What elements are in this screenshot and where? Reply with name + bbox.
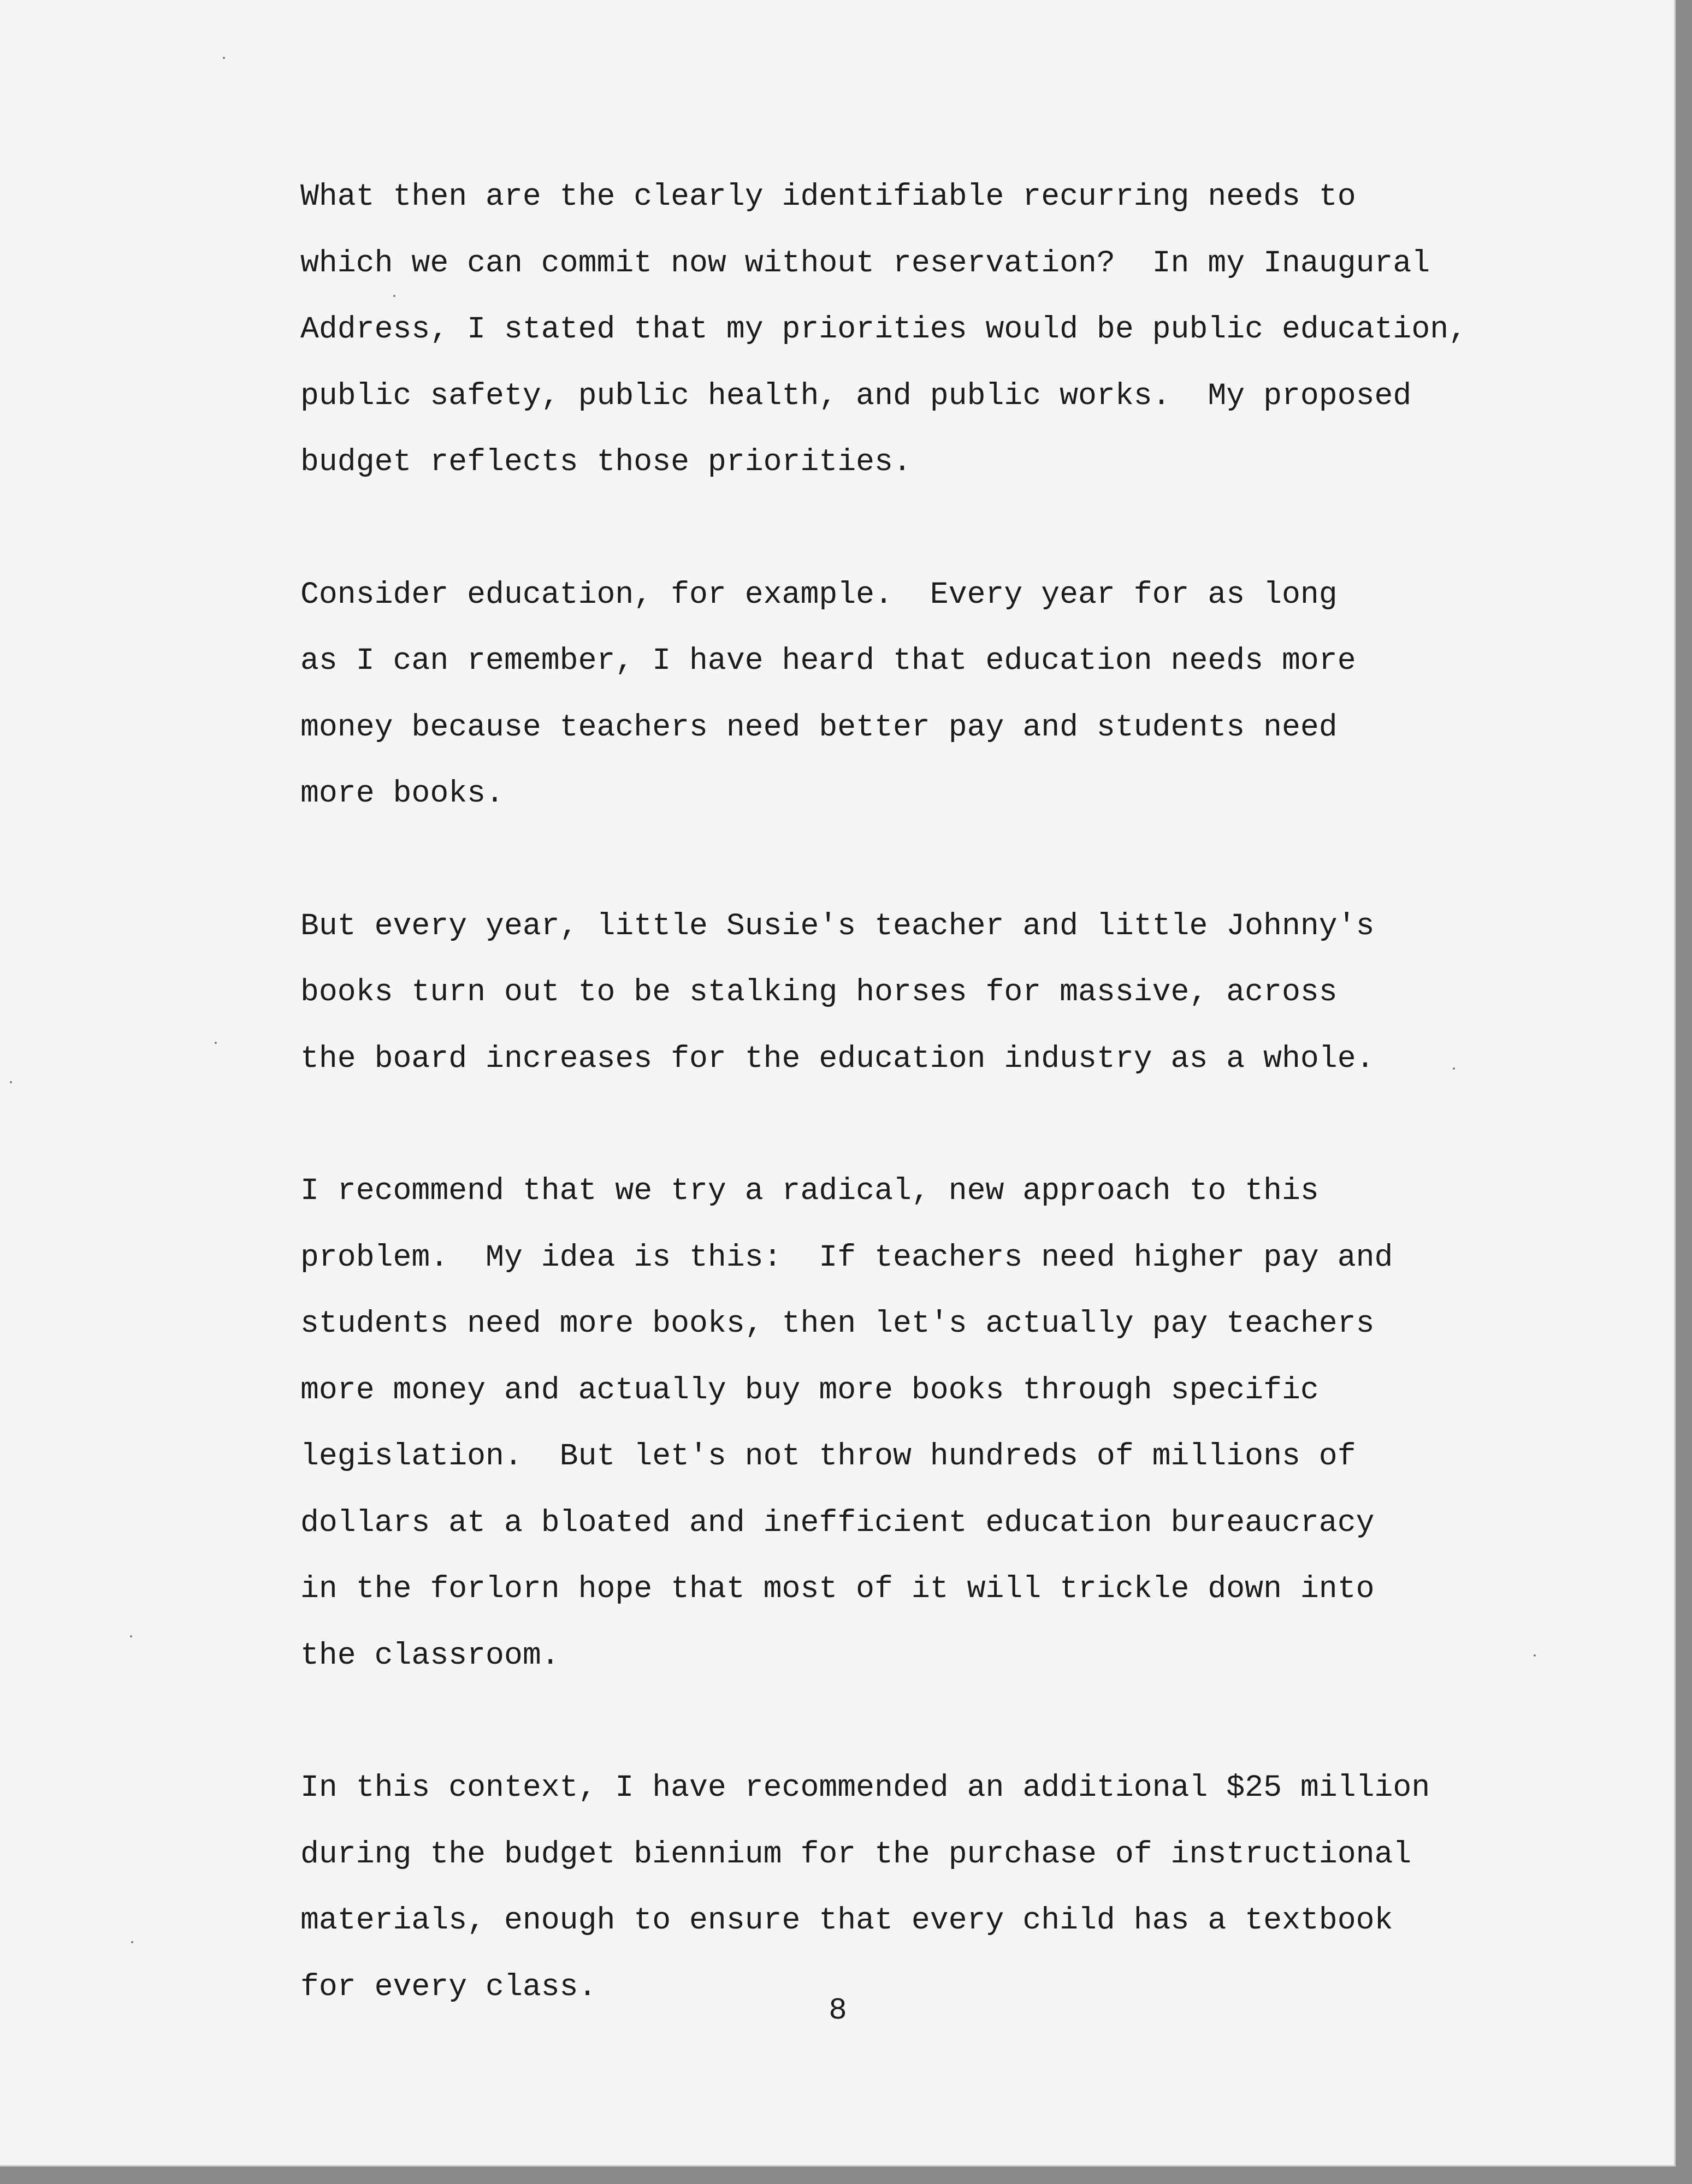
text-line: I recommend that we try a radical, new approach to this — [300, 1173, 1319, 1208]
text-line: in the forlorn hope that most of it will trickle down into — [300, 1571, 1375, 1606]
text-line: materials, enough to ensure that every child has a textbook — [300, 1903, 1393, 1938]
text-line: money because teachers need better pay and students need — [300, 709, 1338, 745]
page-number: 8 — [829, 1993, 847, 2028]
text-line: which we can commit now without reservation? In my Inaugural — [300, 245, 1430, 281]
paragraph-recurring-needs — [300, 164, 1600, 496]
text-line: the classroom. — [300, 1637, 560, 1673]
text-line: In this context, I have recommended an additional $25 million — [300, 1770, 1430, 1805]
text-line: for every class. — [300, 1969, 597, 2004]
text-line: problem. My idea is this: If teachers need higher pay and — [300, 1239, 1393, 1275]
scan-speck — [223, 57, 225, 59]
scan-speck — [215, 1042, 217, 1044]
text-line: What then are the clearly identifiable recurring needs to — [300, 179, 1356, 214]
scan-speck — [131, 1941, 133, 1943]
scan-speck — [130, 1635, 132, 1637]
text-line: the board increases for the education industry as a whole. — [300, 1041, 1375, 1076]
scan-speck — [10, 1081, 12, 1083]
paragraph-consider-education — [300, 562, 1600, 827]
text-line: public safety, public health, and public works. My proposed — [300, 378, 1412, 413]
text-line: more money and actually buy more books through specific — [300, 1372, 1319, 1408]
text-line: dollars at a bloated and inefficient education bureaucracy — [300, 1505, 1375, 1540]
paragraph-radical-approach — [300, 1158, 1600, 1689]
text-line: as I can remember, I have heard that education needs more — [300, 643, 1356, 678]
document-body — [300, 164, 1600, 2086]
text-line: legislation. But let's not throw hundreds of millions of — [300, 1439, 1356, 1474]
text-line: during the budget biennium for the purchase of instructional — [300, 1836, 1412, 1872]
text-line: Consider education, for example. Every year for as long — [300, 577, 1338, 612]
text-line: books turn out to be stalking horses for massive, across — [300, 975, 1338, 1010]
text-line: Address, I stated that my priorities would be public education, — [300, 312, 1468, 347]
text-line: budget reflects those priorities. — [300, 444, 912, 479]
text-line: more books. — [300, 776, 504, 811]
text-line: But every year, little Susie's teacher and little Johnny's — [300, 908, 1375, 943]
paragraph-stalking-horses — [300, 893, 1600, 1093]
text-line: students need more books, then let's actually pay teachers — [300, 1306, 1375, 1341]
paragraph-instructional-materials — [300, 1755, 1600, 2020]
